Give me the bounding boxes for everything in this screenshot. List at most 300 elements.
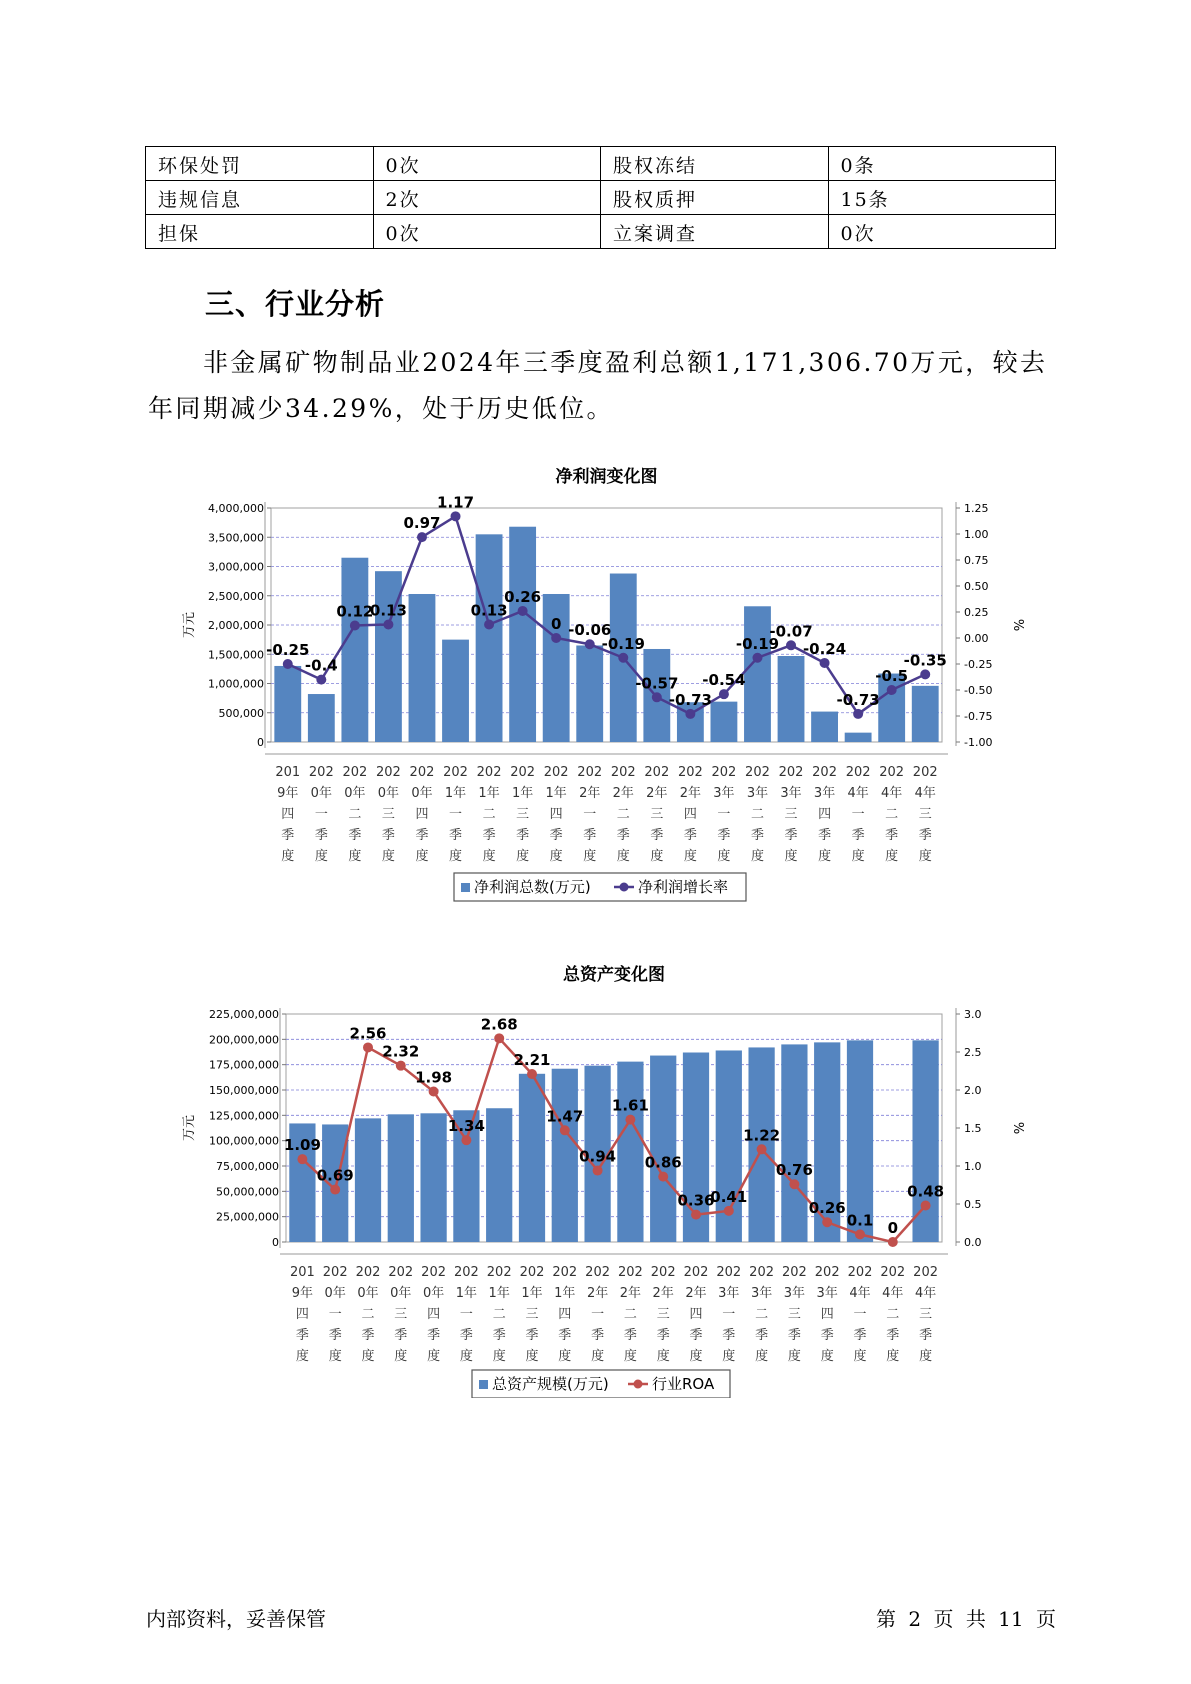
x-tick-label: 度 [722,1349,736,1364]
x-tick-label: 3年 [813,786,836,801]
data-label: 0.13 [470,601,508,620]
x-tick-label: 季 [558,1328,572,1343]
x-tick-label: 四 [558,1307,572,1322]
bar [388,1114,414,1242]
x-tick-label: 四 [549,807,563,822]
x-tick-label: 度 [492,1349,506,1364]
legend-line-label: 行业ROA [652,1375,715,1393]
x-tick-label: 度 [295,1349,309,1364]
x-tick-label: 二 [361,1307,375,1322]
y-axis-label: 万元 [182,611,197,639]
info-table-value: 15条 [828,181,1056,215]
x-tick-label: 2年 [685,1286,707,1301]
x-tick-label: 一 [722,1307,736,1322]
x-tick-label: 度 [656,1349,670,1364]
data-label: 0.97 [403,514,441,533]
line-point [484,619,494,629]
line-point [855,1229,865,1239]
line-point [461,1135,471,1145]
x-tick-label: 度 [717,849,731,864]
x-tick-label: 季 [295,1328,309,1343]
line-point [820,658,830,668]
x-tick-label: 季 [820,1328,834,1343]
y2-tick-label: -0.75 [964,710,993,723]
legend-line-marker [634,1380,643,1389]
x-tick-label: 0年 [411,786,433,801]
data-label: 0.69 [316,1166,354,1185]
x-tick-label: 4年 [881,786,903,801]
data-label: -0.5 [875,667,909,685]
x-tick-label: 一 [853,1307,867,1322]
x-tick-label: 季 [650,828,664,843]
y2-tick-label: 0.25 [964,606,989,619]
line-point [853,709,863,719]
y-tick-label: 1,500,000 [208,648,264,662]
x-tick-label: 1年 [511,786,534,801]
x-tick-label: 一 [851,807,865,822]
x-tick-label: 202 [778,765,804,780]
bar [341,558,368,742]
x-tick-label: 一 [314,807,328,822]
y2-tick-label: -1.00 [964,736,993,749]
data-label: -0.54 [702,671,746,690]
x-tick-label: 度 [650,849,664,864]
x-tick-label: 度 [583,849,597,864]
data-label: -0.07 [769,622,813,641]
x-tick-label: 度 [820,1349,834,1364]
legend [472,1370,730,1398]
line-point [593,1166,603,1176]
x-tick-label: 季 [492,1328,506,1343]
legend-line-label: 净利润增长率 [638,878,729,896]
x-tick-label: 度 [314,849,328,864]
x-tick-label: 度 [853,1349,867,1364]
x-tick-label: 度 [919,1349,933,1364]
bar [576,645,603,742]
x-tick-label: 度 [361,1349,375,1364]
y2-tick-label: 1.25 [964,502,989,515]
x-tick-label: 1年 [521,1286,543,1301]
y2-tick-label: -0.25 [964,658,993,671]
line-point [363,1042,373,1052]
line-point [451,511,461,521]
x-tick-label: 度 [394,1349,408,1364]
x-tick-label: 202 [552,1265,578,1280]
data-label: 2.32 [382,1042,420,1061]
x-tick-label: 一 [717,807,731,822]
x-tick-label: 度 [623,1349,637,1364]
data-label: 0.12 [336,602,374,621]
bar [912,686,939,742]
y-tick-label: 4,000,000 [208,502,264,515]
x-tick-label: 度 [516,849,530,864]
bar [650,1056,676,1242]
x-tick-label: 季 [281,828,295,843]
line-point [527,1069,537,1079]
bar [617,1062,643,1242]
bar [811,712,838,742]
x-tick-label: 四 [281,807,295,822]
data-label: -0.35 [903,651,947,670]
x-tick-label: 度 [885,849,899,864]
x-tick-label: 1年 [554,1286,576,1301]
x-tick-label: 一 [591,1307,605,1322]
x-tick-label: 四 [820,1307,834,1322]
x-tick-label: 0年 [357,1286,379,1301]
bar [519,1074,545,1242]
y2-tick-label: 1.00 [964,528,989,541]
x-tick-label: 度 [427,1349,441,1364]
chart-title: 净利润变化图 [555,467,658,487]
x-tick-label: 度 [683,849,697,864]
data-label: 1.47 [546,1107,584,1126]
x-tick-label: 0年 [324,1286,346,1301]
y2-tick-label: 1.0 [964,1160,982,1173]
footer-page-number: 第 2 页 共 11 页 [876,1607,1056,1631]
y-tick-label: 200,000,000 [209,1033,279,1047]
x-tick-label: 季 [314,828,328,843]
x-tick-label: 度 [348,849,362,864]
x-tick-label: 三 [919,1307,933,1322]
x-tick-label: 二 [750,807,764,822]
line-point [560,1125,570,1135]
x-tick-label: 二 [616,807,630,822]
x-tick-label: 季 [717,828,731,843]
line-point [330,1185,340,1195]
x-tick-label: 202 [342,765,368,780]
line-point [625,1115,635,1125]
line-point [396,1061,406,1071]
x-tick-label: 季 [459,1328,473,1343]
x-tick-label: 度 [851,849,865,864]
y2-tick-label: 0.75 [964,554,989,567]
line-point [494,1033,504,1043]
x-tick-label: 3年 [718,1286,740,1301]
x-tick-label: 4年 [914,786,936,801]
x-tick-label: 202 [879,765,905,780]
x-tick-label: 1年 [455,1286,478,1301]
x-tick-label: 4年 [849,1286,871,1301]
info-table-row [146,147,1056,181]
x-tick-label: 度 [549,849,563,864]
x-tick-label: 202 [845,765,871,780]
x-tick-label: 201 [289,1265,315,1280]
y-tick-label: 100,000,000 [209,1134,279,1148]
line-point [887,685,897,695]
x-tick-label: 三 [650,807,664,822]
x-tick-label: 季 [851,828,865,843]
x-tick-label: 202 [711,765,737,780]
bar [912,1040,938,1242]
x-tick-label: 季 [919,1328,933,1343]
line-point [752,653,762,663]
x-tick-label: 季 [328,1328,342,1343]
x-tick-label: 度 [818,849,832,864]
data-label: 1.22 [743,1126,781,1145]
y2-tick-label: 2.0 [964,1084,982,1097]
data-label: 0.48 [907,1182,945,1201]
x-tick-label: 202 [617,1265,643,1280]
bar [744,606,771,742]
line-point [888,1237,898,1247]
line-point [618,653,628,663]
info-table-value: 0次 [373,215,601,249]
bar [781,1044,807,1242]
net-profit-chart [0,460,1191,920]
x-tick-label: 二 [885,807,899,822]
data-label: 0.26 [808,1199,846,1218]
x-tick-label: 202 [644,765,670,780]
x-tick-label: 4年 [882,1286,904,1301]
line-point [658,1172,668,1182]
x-tick-label: 0年 [344,786,366,801]
x-tick-label: 2年 [679,786,702,801]
x-tick-label: 4年 [914,1286,937,1301]
x-tick-label: 度 [381,849,395,864]
x-tick-label: 2年 [579,786,601,801]
bar [442,640,469,742]
line-point [920,669,930,679]
x-tick-label: 二 [886,1307,900,1322]
data-label: 1.98 [415,1068,453,1087]
line-point [789,1179,799,1189]
x-tick-label: 度 [459,1349,473,1364]
legend-bar-swatch [461,883,470,892]
legend-bar-label: 净利润总数(万元) [474,878,591,896]
x-tick-label: 9年 [277,786,299,801]
x-tick-label: 202 [355,1265,381,1280]
x-tick-label: 202 [388,1265,414,1280]
line-point [921,1201,931,1211]
info-table-label: 立案调查 [601,215,829,249]
x-tick-label: 3年 [816,1286,838,1301]
x-tick-label: 202 [683,1265,709,1280]
x-tick-label: 四 [818,807,832,822]
info-table-value: 0次 [828,215,1056,249]
info-table [145,146,1056,249]
bar [476,534,503,742]
y2-tick-label: 2.5 [964,1046,982,1059]
line-point [417,532,427,542]
x-tick-label: 季 [689,1328,703,1343]
x-tick-label: 度 [449,849,463,864]
x-tick-label: 202 [880,1265,906,1280]
x-tick-label: 三 [656,1307,670,1322]
bar [274,666,301,742]
data-label: 0.41 [710,1187,748,1206]
x-tick-label: 季 [427,1328,441,1343]
y-tick-label: 225,000,000 [209,1008,279,1021]
data-label: 0 [550,615,562,633]
y-tick-label: 3,500,000 [208,531,264,545]
bar [355,1118,381,1242]
x-tick-label: 202 [812,765,837,780]
y-tick-label: 25,000,000 [216,1210,279,1224]
x-tick-label: 季 [616,828,630,843]
y2-tick-label: 1.5 [964,1122,982,1135]
x-tick-label: 0年 [390,1286,412,1301]
info-table-value: 2次 [373,181,601,215]
x-tick-label: 度 [415,849,429,864]
x-tick-label: 202 [519,1265,545,1280]
info-table-label: 违规信息 [146,181,374,215]
x-tick-label: 度 [755,1349,769,1364]
y-tick-label: 3,000,000 [208,560,264,574]
info-table-label: 股权冻结 [601,147,829,181]
data-label: 2.56 [349,1024,387,1043]
x-tick-label: 季 [482,828,496,843]
x-tick-label: 一 [328,1307,342,1322]
x-tick-label: 二 [348,807,362,822]
x-tick-label: 四 [415,807,429,822]
line-point [786,640,796,650]
line-point [297,1154,307,1164]
x-tick-label: 202 [847,1265,873,1280]
x-tick-label: 三 [918,807,932,822]
x-tick-label: 度 [525,1349,539,1364]
chart-title: 总资产变化图 [563,965,665,985]
data-label: -0.4 [304,656,338,675]
x-tick-label: 季 [784,828,798,843]
x-tick-label: 1年 [545,786,567,801]
line-point [724,1206,734,1216]
x-tick-label: 度 [558,1349,572,1364]
data-label: -0.19 [735,634,780,653]
x-tick-label: 202 [322,1265,348,1280]
line-point [585,639,595,649]
data-label: -0.19 [601,634,645,653]
y-tick-label: 50,000,000 [216,1185,279,1199]
line-point [429,1087,439,1097]
y-tick-label: 1,000,000 [208,677,264,691]
x-tick-label: 3年 [713,786,735,801]
x-tick-label: 1年 [444,786,467,801]
x-tick-label: 202 [443,765,468,780]
data-label: 1.17 [437,493,475,512]
y2-axis-label: % [1010,618,1025,632]
legend [454,873,746,901]
y-tick-label: 0 [257,736,264,749]
x-tick-label: 季 [381,828,395,843]
x-tick-label: 2年 [612,786,634,801]
line-point [551,633,561,643]
bar [552,1069,578,1242]
x-tick-label: 202 [677,765,703,780]
data-label: -0.73 [668,690,712,709]
legend-line-marker [620,883,629,892]
bar [845,733,872,742]
x-tick-label: 二 [623,1307,637,1322]
bar [509,527,536,742]
x-tick-label: 三 [516,807,530,822]
info-table-row [146,181,1056,215]
x-tick-label: 季 [583,828,597,843]
x-tick-label: 三 [525,1307,539,1322]
x-tick-label: 季 [750,828,764,843]
x-tick-label: 0年 [377,786,400,801]
x-tick-label: 2年 [646,786,668,801]
data-label: 0.94 [579,1147,617,1166]
x-tick-label: 季 [787,1328,801,1343]
x-tick-label: 三 [787,1307,801,1322]
data-label: 2.21 [513,1051,551,1070]
x-tick-label: 四 [683,807,697,822]
x-tick-label: 三 [784,807,798,822]
x-tick-label: 202 [308,765,334,780]
data-label: 1.34 [447,1117,485,1136]
x-tick-label: 季 [853,1328,867,1343]
y2-tick-label: 0.00 [964,632,989,645]
x-tick-label: 季 [885,828,899,843]
legend-bar-swatch [479,1380,488,1389]
data-label: 1.09 [283,1136,321,1155]
bar [409,594,436,742]
x-tick-label: 度 [787,1349,801,1364]
data-label: 0.1 [846,1211,874,1230]
bar [420,1113,446,1242]
data-label: 0 [887,1219,899,1237]
x-tick-label: 季 [755,1328,769,1343]
x-tick-label: 2年 [652,1286,674,1301]
x-tick-label: 202 [543,765,569,780]
x-tick-label: 1年 [488,1286,510,1301]
x-tick-label: 一 [583,807,597,822]
line-point [518,606,528,616]
data-label: -0.57 [635,674,679,693]
x-tick-label: 季 [591,1328,605,1343]
y2-tick-label: 0.50 [964,580,989,593]
x-tick-label: 季 [623,1328,637,1343]
line-point [283,659,293,669]
x-tick-label: 2年 [586,1286,609,1301]
data-label: 2.68 [480,1015,518,1034]
x-tick-label: 度 [591,1349,605,1364]
x-tick-label: 季 [449,828,463,843]
data-label: 1.61 [611,1096,649,1115]
y-tick-label: 75,000,000 [216,1160,279,1173]
x-tick-label: 度 [281,849,295,864]
total-assets-chart [0,958,1191,1398]
x-tick-label: 季 [918,828,932,843]
x-tick-label: 度 [918,849,932,864]
y2-tick-label: 0.5 [964,1198,982,1211]
x-tick-label: 202 [486,1265,512,1280]
data-label: -0.06 [568,621,612,640]
info-table-value: 0条 [828,147,1056,181]
info-table-label: 环保处罚 [146,147,374,181]
y-tick-label: 125,000,000 [209,1109,279,1123]
x-tick-label: 202 [745,765,770,780]
x-tick-label: 201 [275,765,301,780]
line-point [316,675,326,685]
x-tick-label: 度 [750,849,764,864]
x-tick-label: 0年 [422,1286,445,1301]
x-tick-label: 3年 [780,786,802,801]
x-tick-label: 202 [913,1265,939,1280]
x-tick-label: 3年 [783,1286,806,1301]
x-tick-label: 202 [585,1265,611,1280]
line-point [685,709,695,719]
x-tick-label: 202 [421,1265,447,1280]
x-tick-label: 度 [616,849,630,864]
x-tick-label: 9年 [291,1286,314,1301]
x-tick-label: 202 [476,765,502,780]
x-tick-label: 度 [689,1349,703,1364]
x-tick-label: 度 [328,1349,342,1364]
data-label: -0.24 [802,639,847,658]
info-table-value: 0次 [373,147,601,181]
x-tick-label: 二 [482,807,496,822]
